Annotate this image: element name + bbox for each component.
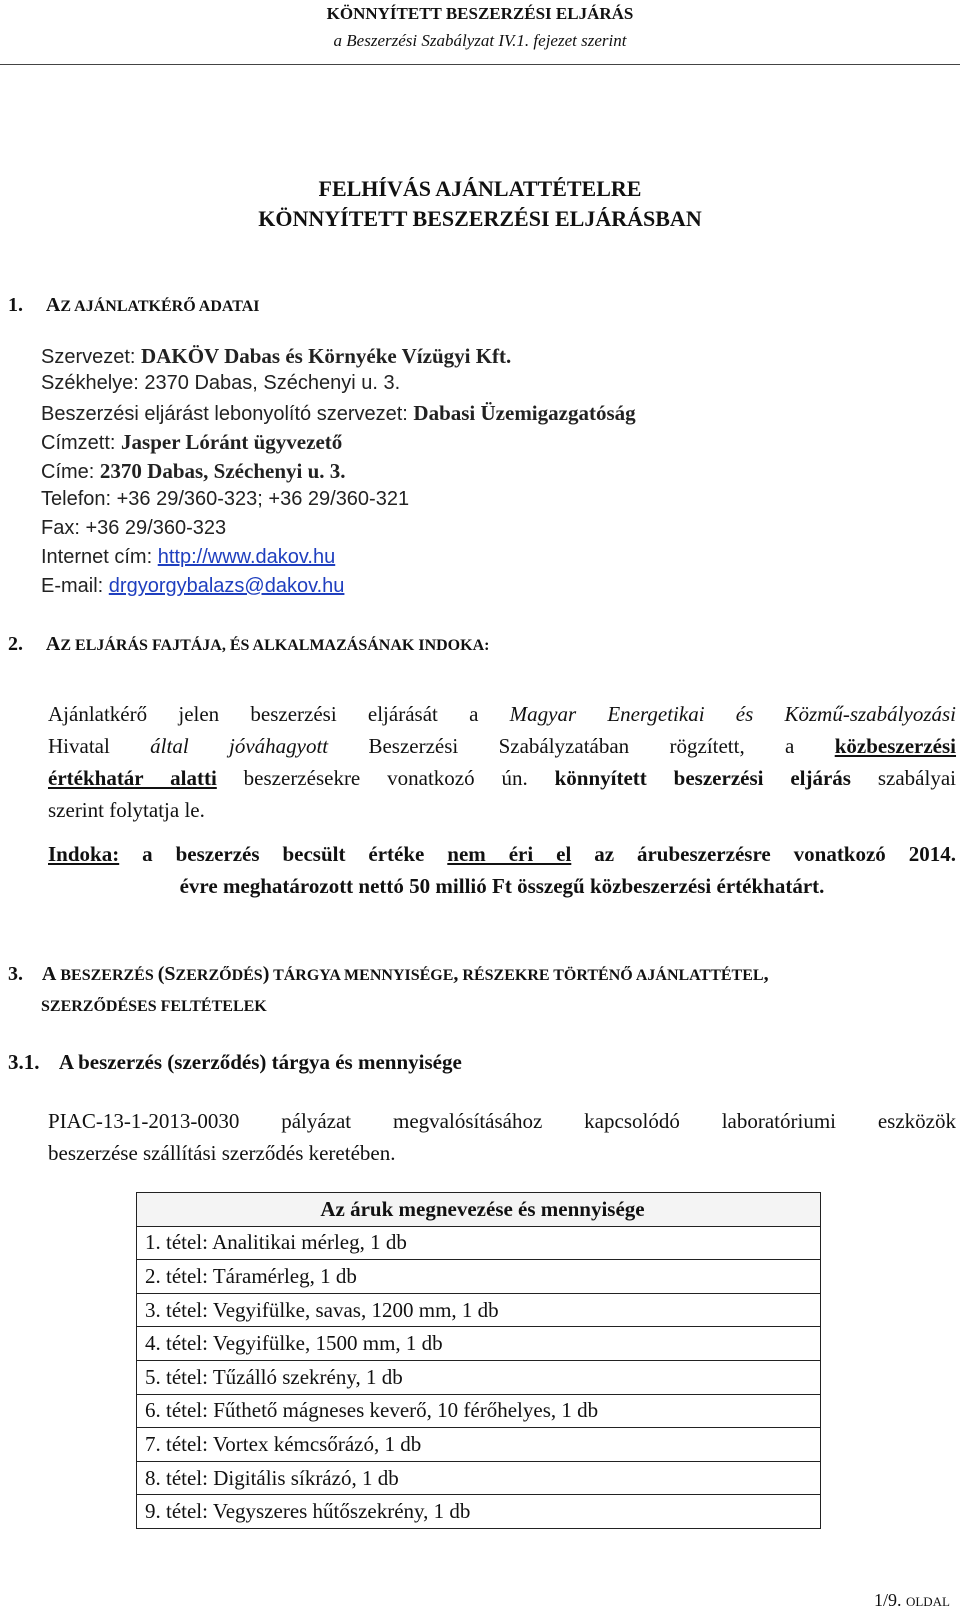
section3-heading-line2 [41, 994, 267, 1017]
lebonyolito-value: Dabasi Üzemigazgatóság [413, 401, 636, 425]
header-subtitle: a Beszerzési Szabályzat IV.1. fejezet szerint [333, 31, 627, 50]
page-number-value: 1/9. [873, 1590, 902, 1610]
heading-run-small: TÁRGYA MENNYISÉGE [269, 967, 454, 984]
section2-heading-first: A [45, 633, 61, 655]
table-cell: 4. tétel: Vegyifülke, 1500 mm, 1 db [137, 1327, 821, 1361]
lebonyolito-label: Beszerzési eljárást lebonyolító szervezet: [41, 403, 408, 425]
header-divider [0, 64, 960, 65]
text-run: a beszerzés becsült értéke [119, 842, 448, 866]
cimzett-line [41, 430, 342, 455]
szervezet-label: Szervezet: [41, 346, 136, 368]
text-run-underline: nem éri el [447, 842, 572, 866]
section2-heading-rest: Z ELJÁRÁS FAJTÁJA, ÉS ALKALMAZÁSÁNAK INDOKA: [60, 637, 490, 654]
text-run-italic: Magyar Energetikai és Közmű-szabályozási [509, 702, 957, 726]
table-row [137, 1226, 821, 1260]
cimzett-value: Jasper Lóránt ügyvezető [121, 430, 343, 454]
section3-heading [8, 963, 769, 986]
cime-line [41, 459, 346, 484]
section3-heading-line2-text: SZERZŐDÉSES FELTÉTELEK [41, 998, 267, 1015]
table-cell: 8. tétel: Digitális síkrázó, 1 db [137, 1461, 821, 1495]
table-cell: 6. tétel: Fűthető mágneses keverő, 10 férőhelyes, 1 db [137, 1394, 821, 1428]
website-link[interactable]: http://www.dakov.hu [157, 546, 336, 568]
indoka-paragraph [48, 838, 956, 902]
section2-heading [8, 633, 489, 656]
text-run: Beszerzési Szabályzatában rögzített, a [328, 734, 835, 758]
heading-run-small: BESZERZÉS [56, 967, 158, 984]
section31-heading-text: A beszerzés (szerződés) tárgya és mennyisége [58, 1050, 462, 1074]
table-row [137, 1394, 821, 1428]
telefon-line: Telefon: +36 29/360-323; +36 29/360-321 [41, 488, 410, 510]
table-header: Az áruk megnevezése és mennyisége [137, 1193, 821, 1227]
szekhely-label: Székhelye: [41, 372, 139, 394]
lebonyolito-line [41, 401, 636, 426]
table-cell: 7. tétel: Vortex kémcsőrázó, 1 db [137, 1428, 821, 1462]
section31-heading [8, 1050, 462, 1075]
para-line [48, 838, 956, 870]
para-line: szerint folytatja le. [48, 798, 205, 822]
heading-run: , [763, 963, 769, 985]
table-row [137, 1360, 821, 1394]
cimzett-label: Címzett: [41, 432, 116, 454]
table-cell: 2. tétel: Táramérleg, 1 db [137, 1260, 821, 1294]
section31-paragraph [48, 1105, 956, 1169]
table-cell: 1. tétel: Analitikai mérleg, 1 db [137, 1226, 821, 1260]
heading-run: A [41, 963, 57, 985]
cime-label: Címe: [41, 461, 95, 483]
section1-heading [8, 294, 260, 317]
text-run-italic: által jóváhagyott [150, 734, 329, 758]
table-row [137, 1461, 821, 1495]
table-cell: 5. tétel: Tűzálló szekrény, 1 db [137, 1360, 821, 1394]
section1-heading-first: A [45, 294, 61, 316]
section2-number: 2. [8, 633, 23, 655]
page-number-word: OLDAL [905, 1594, 950, 1609]
table-row [137, 1293, 821, 1327]
text-run-bold: könnyített beszerzési eljárás [554, 766, 851, 790]
fax-line: Fax: +36 29/360-323 [41, 517, 227, 539]
section3-number: 3. [8, 963, 23, 985]
text-run: beszerzésekre vonatkozó ún. [216, 766, 555, 790]
text-run-bold-underline: értékhatár alatti [48, 766, 217, 790]
table-row [137, 1495, 821, 1529]
heading-run: ) [262, 963, 270, 985]
table-cell: 9. tétel: Vegyszeres hűtőszekrény, 1 db [137, 1495, 821, 1529]
para-line [48, 698, 956, 730]
internet-line [41, 546, 335, 569]
text-run: az árubeszerzésre vonatkozó 2014. [571, 842, 956, 866]
text-run: Hivatal [48, 734, 151, 758]
szervezet-value: DAKÖV Dabas és Környéke Vízügyi Kft. [141, 344, 512, 368]
doc-title-line1: FELHÍVÁS AJÁNLATTÉTELRE [318, 176, 642, 201]
section1-heading-rest: Z AJÁNLATKÉRŐ ADATAI [60, 298, 260, 315]
heading-run: , [453, 963, 459, 985]
internet-label: Internet cím: [41, 546, 153, 568]
email-link[interactable]: drgyorgybalazs@dakov.hu [108, 575, 345, 597]
text-run: Ajánlatkérő jelen beszerzési eljárását a [48, 702, 510, 726]
para-line: PIAC-13-1-2013-0030 pályázat megvalósításához kapcsolódó laboratóriumi eszközök [48, 1109, 956, 1133]
szervezet-line [41, 344, 511, 369]
heading-run: (S [157, 963, 176, 985]
table-cell: 3. tétel: Vegyifülke, savas, 1200 mm, 1 db [137, 1293, 821, 1327]
items-table [136, 1192, 821, 1529]
table-row [137, 1260, 821, 1294]
para-line: évre meghatározott nettó 50 millió Ft összegű közbeszerzési értékhatárt. [179, 874, 825, 898]
szekhely-value: 2370 Dabas, Széchenyi u. 3. [144, 372, 401, 394]
para-line: beszerzése szállítási szerződés keretében. [48, 1141, 396, 1165]
page-number [874, 1590, 950, 1611]
section2-paragraph [48, 698, 956, 826]
table-header-row [137, 1193, 821, 1227]
section1-number: 1. [8, 294, 23, 316]
email-line [41, 575, 344, 598]
doc-title-line2: KÖNNYÍTETT BESZERZÉSI ELJÁRÁSBAN [258, 206, 702, 231]
header-title: KÖNNYÍTETT BESZERZÉSI ELJÁRÁS [326, 4, 634, 23]
para-line [48, 730, 956, 762]
text-run: szabályai [850, 766, 956, 790]
section31-number: 3.1. [8, 1050, 40, 1074]
text-run-bold-underline: közbeszerzési [834, 734, 957, 758]
table-row [137, 1428, 821, 1462]
heading-run-small: ZERZŐDÉS [175, 967, 263, 984]
email-label: E-mail: [41, 575, 104, 597]
table-row [137, 1327, 821, 1361]
heading-run-small: RÉSZEKRE TÖRTÉNŐ AJÁNLATTÉTEL [458, 967, 764, 984]
indoka-label: Indoka: [48, 842, 120, 866]
para-line [48, 762, 956, 794]
cime-value: 2370 Dabas, Széchenyi u. 3. [99, 459, 346, 483]
szekhely-line [41, 372, 400, 395]
